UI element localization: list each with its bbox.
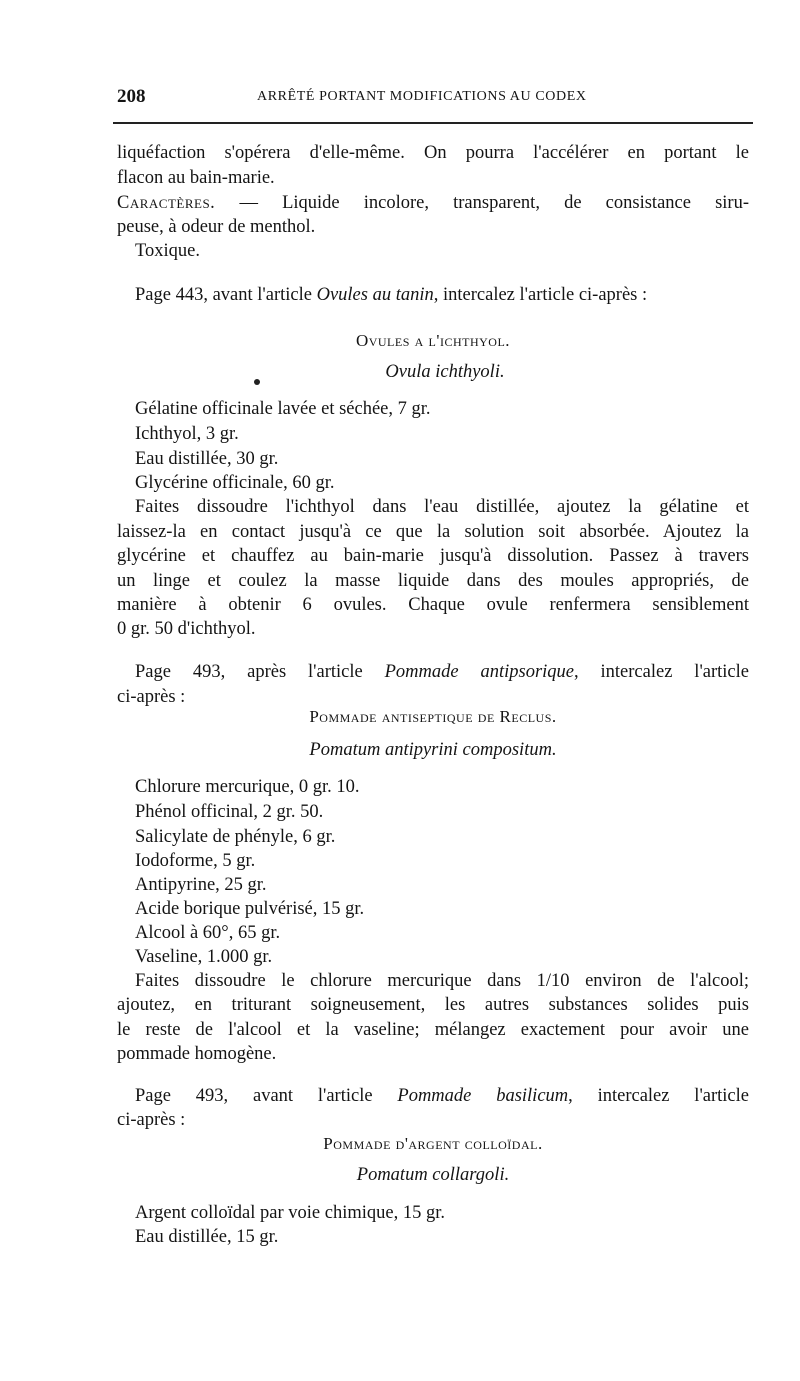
instruction-line: 0 gr. 50 d'ichthyol. xyxy=(117,619,256,639)
ingredient-item: Iodoforme, 5 gr. xyxy=(135,851,256,871)
header-rule xyxy=(113,122,753,124)
ingredient-item: Eau distillée, 15 gr. xyxy=(135,1227,279,1247)
instruction-line: laissez-la en contact jusqu'à ce que la solution soit absorbée. Ajoutez la xyxy=(117,522,749,542)
page-number: 208 xyxy=(117,86,146,107)
text-fragment: Page 493, avant l'article xyxy=(135,1086,398,1106)
ingredient-item: Phénol officinal, 2 gr. 50. xyxy=(135,802,324,822)
ingredient-item: Ichthyol, 3 gr. xyxy=(135,424,239,444)
text-fragment: — Liquide incolore, transparent, de consistance siru- xyxy=(215,193,749,213)
text-line: flacon au bain-marie. xyxy=(117,168,275,188)
text-line: peuse, à odeur de menthol. xyxy=(117,217,316,237)
running-title: ARRÊTÉ PORTANT MODIFICATIONS AU CODEX xyxy=(257,89,587,104)
stray-mark xyxy=(254,379,260,385)
instruction-line: le reste de l'alcool et la vaseline; mélangez exactement pour avoir une xyxy=(117,1020,749,1040)
instruction-line: Faites dissoudre le chlorure mercurique dans 1/10 environ de l'alcool; xyxy=(135,971,749,991)
text-fragment: , intercalez l'article xyxy=(574,662,749,682)
ingredient-item: Antipyrine, 25 gr. xyxy=(135,875,267,895)
instruction-line: ajoutez, en triturant soigneusement, les autres substances solides puis xyxy=(117,995,749,1015)
latin-name: Pomatum antipyrini compositum. xyxy=(309,740,557,760)
article-title: Ovules a l'ichthyol. xyxy=(355,331,511,350)
text-fragment: , intercalez l'article ci-après : xyxy=(433,285,648,305)
text-line xyxy=(117,192,749,214)
article-reference: Pommade antipsorique xyxy=(384,662,575,682)
text-line: Toxique. xyxy=(135,241,200,261)
ingredient-item: Chlorure mercurique, 0 gr. 10. xyxy=(135,777,360,797)
ingredient-item: Argent colloïdal par voie chimique, 15 gr. xyxy=(135,1203,445,1223)
ingredient-item: Eau distillée, 30 gr. xyxy=(135,449,279,469)
ingredient-item: Glycérine officinale, 60 gr. xyxy=(135,473,335,493)
ingredient-item: Acide borique pulvérisé, 15 gr. xyxy=(135,899,365,919)
ingredient-item: Salicylate de phényle, 6 gr. xyxy=(135,827,336,847)
text-fragment: Page 443, avant l'article xyxy=(135,285,317,305)
article-intro xyxy=(135,284,647,306)
ingredient-item: Gélatine officinale lavée et séchée, 7 gr. xyxy=(135,399,431,419)
instruction-line: pommade homogène. xyxy=(117,1044,277,1064)
text-line: ci-après : xyxy=(117,687,186,707)
text-line: liquéfaction s'opérera d'elle-même. On pourra l'accélérer en portant le xyxy=(117,143,749,163)
article-reference: Ovules au tanin xyxy=(316,285,434,305)
ingredient-item: Vaseline, 1.000 gr. xyxy=(135,947,273,967)
instruction-line: manière à obtenir 6 ovules. Chaque ovule renfermera sensiblement xyxy=(117,595,749,615)
text-line: ci-après : xyxy=(117,1110,186,1130)
text-fragment: Page 493, après l'article xyxy=(135,662,385,682)
article-intro xyxy=(135,661,749,683)
article-intro xyxy=(135,1085,749,1107)
instruction-line: Faites dissoudre l'ichthyol dans l'eau distillée, ajoutez la gélatine et xyxy=(135,497,749,517)
article-title: Pommade d'argent colloïdal. xyxy=(323,1134,543,1153)
instruction-line: glycérine et chauffez au bain-marie jusqu'à dissolution. Passez à travers xyxy=(117,546,749,566)
caracteres-label: Caractères. xyxy=(117,193,216,213)
latin-name: Pomatum collargoli. xyxy=(356,1165,510,1185)
ingredient-item: Alcool à 60°, 65 gr. xyxy=(135,923,281,943)
text-fragment: , intercalez l'article xyxy=(568,1086,749,1106)
page-header xyxy=(117,86,752,112)
latin-name: Ovula ichthyoli. xyxy=(385,362,505,382)
article-title: Pommade antiseptique de Reclus. xyxy=(309,707,557,726)
instruction-line: un linge et coulez la masse liquide dans des moules appropriés, de xyxy=(117,571,749,591)
article-reference: Pommade basilicum xyxy=(397,1086,569,1106)
